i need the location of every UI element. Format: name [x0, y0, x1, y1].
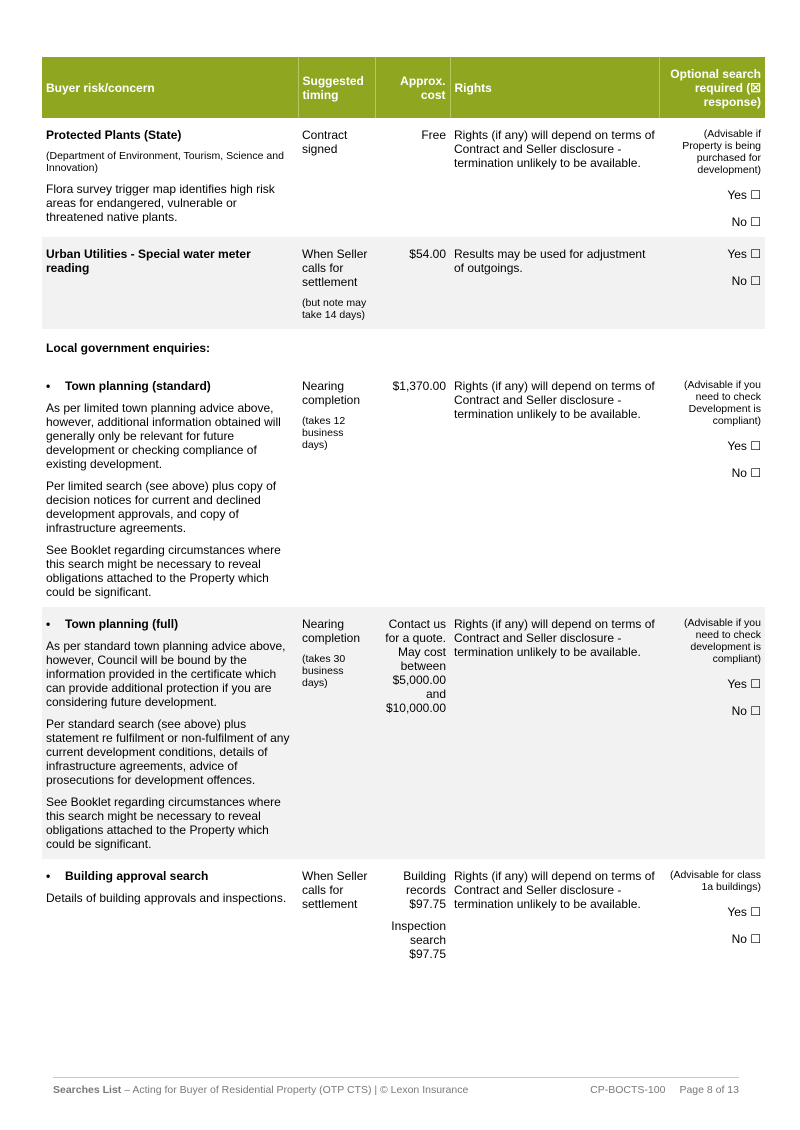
footer-subtitle: – Acting for Buyer of Residential Property (OTP CTS) | © Lexon Insurance	[121, 1084, 469, 1096]
optional-cell	[659, 118, 765, 237]
row-description: As per limited town planning advice above, however, additional information obtained will generally only be relevant for future development or checking compliance of existing development.	[46, 401, 281, 471]
row-title: Protected Plants (State)	[46, 128, 182, 142]
cost-cell: $54.00	[375, 237, 450, 329]
no-checkbox[interactable]: No ☐	[731, 274, 761, 288]
footer-title: Searches List	[53, 1084, 122, 1096]
no-checkbox[interactable]: No ☐	[731, 466, 761, 480]
timing-cell: When Seller calls for settlement	[302, 869, 368, 911]
timing-cell	[298, 237, 375, 329]
rights-cell: Rights (if any) will depend on terms of Contract and Seller disclosure - termination unlikely to be available.	[454, 869, 655, 911]
section-heading: Local government enquiries:	[46, 341, 211, 355]
table-row	[42, 118, 765, 237]
row-description: As per standard town planning advice above, however, Council will be bound by the information provided in the certificate which can provide additional protection if you are considering future development.	[46, 639, 286, 709]
cost-cell: Contact us for a quote. May cost between $5,000.00 and $10,000.00	[375, 607, 450, 859]
risk-cell	[42, 607, 298, 859]
optional-note: (Advisable if Property is being purchased for development)	[682, 128, 761, 176]
risk-cell	[42, 859, 298, 969]
page-footer	[53, 1077, 739, 1096]
yes-checkbox[interactable]: Yes ☐	[727, 247, 761, 261]
footer-right	[590, 1084, 739, 1096]
optional-cell	[659, 859, 765, 969]
timing-text: When Seller calls for settlement	[302, 247, 368, 289]
cost-cell	[375, 859, 450, 969]
yes-checkbox[interactable]: Yes ☐	[727, 905, 761, 919]
rights-cell: Results may be used for adjustment of outgoings.	[450, 237, 659, 329]
row-title: • Town planning (full)	[46, 617, 292, 631]
searches-table	[42, 57, 765, 969]
header-buyer-risk: Buyer risk/concern	[42, 57, 298, 118]
optional-note: (Advisable if you need to check Development is compliant)	[683, 379, 761, 427]
risk-cell	[42, 118, 298, 237]
header-optional-search: Optional search required (☒ response)	[659, 57, 765, 118]
rights-cell: Rights (if any) will depend on terms of Contract and Seller disclosure - termination unlikely to be available.	[454, 379, 655, 421]
table-header-row	[42, 57, 765, 118]
timing-cell	[298, 607, 375, 859]
cost-cell: $1,370.00	[392, 379, 446, 393]
timing-note: (takes 12 business days)	[302, 415, 346, 451]
table-row	[42, 607, 765, 859]
risk-cell	[42, 369, 298, 607]
section-row	[42, 329, 765, 369]
row-title: Urban Utilities - Special water meter reading	[46, 247, 251, 275]
header-suggested-timing: Suggested timing	[298, 57, 375, 118]
yes-checkbox[interactable]: Yes ☐	[727, 439, 761, 453]
header-rights: Rights	[450, 57, 659, 118]
row-description: Flora survey trigger map identifies high risk areas for endangered, vulnerable or threatened native plants.	[46, 182, 275, 224]
optional-cell	[659, 607, 765, 859]
rights-cell: Rights (if any) will depend on terms of Contract and Seller disclosure - termination unlikely to be available.	[450, 607, 659, 859]
timing-cell	[298, 369, 375, 607]
table-row	[42, 237, 765, 329]
row-title: • Town planning (standard)	[46, 379, 292, 393]
rights-cell: Rights (if any) will depend on terms of Contract and Seller disclosure - termination unlikely to be available.	[454, 128, 655, 170]
cost-inspection-search: Inspection search $97.75	[391, 919, 446, 961]
row-description: Details of building approvals and inspections.	[46, 891, 287, 905]
yes-checkbox[interactable]: Yes ☐	[727, 188, 761, 202]
timing-cell: Contract signed	[302, 128, 348, 156]
row-subtitle: (Department of Environment, Tourism, Science and Innovation)	[46, 150, 284, 174]
no-checkbox[interactable]: No ☐	[731, 215, 761, 229]
optional-cell	[659, 369, 765, 607]
yes-checkbox[interactable]: Yes ☐	[727, 677, 761, 691]
timing-note: (but note may take 14 days)	[302, 297, 367, 321]
optional-note: (Advisable if you need to check development is compliant)	[683, 617, 761, 665]
header-approx-cost: Approx. cost	[375, 57, 450, 118]
risk-cell	[42, 237, 298, 329]
footer-doc-code: CP-BOCTS-100	[590, 1084, 666, 1096]
optional-cell	[659, 237, 765, 329]
footer-page-number: Page 8 of 13	[679, 1084, 739, 1096]
timing-note: (takes 30 business days)	[302, 653, 346, 689]
cost-cell: Free	[421, 128, 446, 142]
footer-left	[53, 1084, 468, 1096]
table-row	[42, 859, 765, 969]
row-description: See Booklet regarding circumstances where this search might be necessary to reveal obligations attached to the Property which could be significant.	[46, 795, 281, 851]
timing-text: Nearing completion	[302, 379, 361, 407]
row-description: Per limited search (see above) plus copy of decision notices for current and declined development approvals, and copy of infrastructure agreements.	[46, 479, 277, 535]
row-description: See Booklet regarding circumstances where this search might be necessary to reveal obligations attached to the Property which could be significant.	[46, 543, 281, 599]
row-title: • Building approval search	[46, 869, 292, 883]
row-description: Per standard search (see above) plus statement re fulfilment or non-fulfilment of any current development conditions, details of infrastructure agreements, advice of prosecutions for development offences.	[46, 717, 290, 787]
timing-text: Nearing completion	[302, 617, 361, 645]
table-row	[42, 369, 765, 607]
cost-building-records: Building records $97.75	[403, 869, 446, 911]
no-checkbox[interactable]: No ☐	[731, 932, 761, 946]
no-checkbox[interactable]: No ☐	[731, 704, 761, 718]
optional-note: (Advisable for class 1a buildings)	[669, 869, 761, 893]
